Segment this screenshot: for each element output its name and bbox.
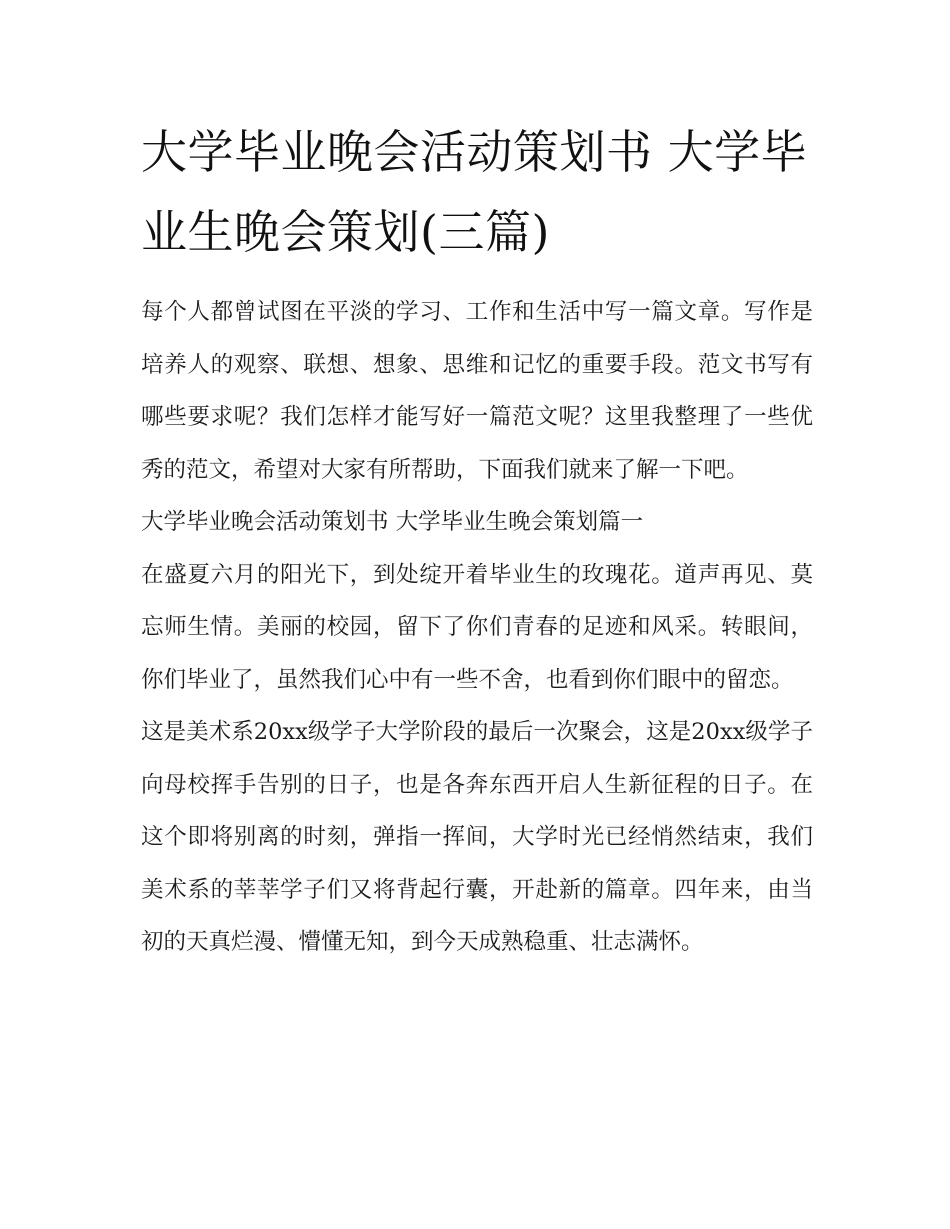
section-heading: 大学毕业晚会活动策划书 大学毕业生晚会策划篇一 (141, 509, 644, 535)
intro-paragraph: 每个人都曾试图在平淡的学习、工作和生活中写一篇文章。写作是培养人的观察、联想、想象、思维和记忆的重要手段。范文书写有哪些要求呢？我们怎样才能写好一篇范文呢？这里我整理了一些优秀的范文，希望对大家有所帮助，下面我们就来了解一下吧。 (141, 299, 813, 483)
document-body (141, 286, 813, 969)
document-page (141, 112, 813, 969)
document-title: 大学毕业晚会活动策划书 大学毕业生晚会策划(三篇) (141, 125, 808, 259)
body-paragraph: 这是美术系20xx级学子大学阶段的最后一次聚会，这是20xx级学子向母校挥手告别的日子，也是各奔东西开启人生新征程的日子。在这个即将别离的时刻，弹指一挥间，大学时光已经悄然结束，我们美术系的莘莘学子们又将背起行囊，开赴新的篇章。四年来，由当初的天真烂漫、懵懂无知，到今天成熟稳重、壮志满怀。 (141, 719, 813, 955)
body-paragraph: 在盛夏六月的阳光下，到处绽开着毕业生的玫瑰花。道声再见、莫忘师生情。美丽的校园，留下了你们青春的足迹和风采。转眼间，你们毕业了，虽然我们心中有一些不舍，也看到你们眼中的留恋。 (141, 561, 813, 693)
